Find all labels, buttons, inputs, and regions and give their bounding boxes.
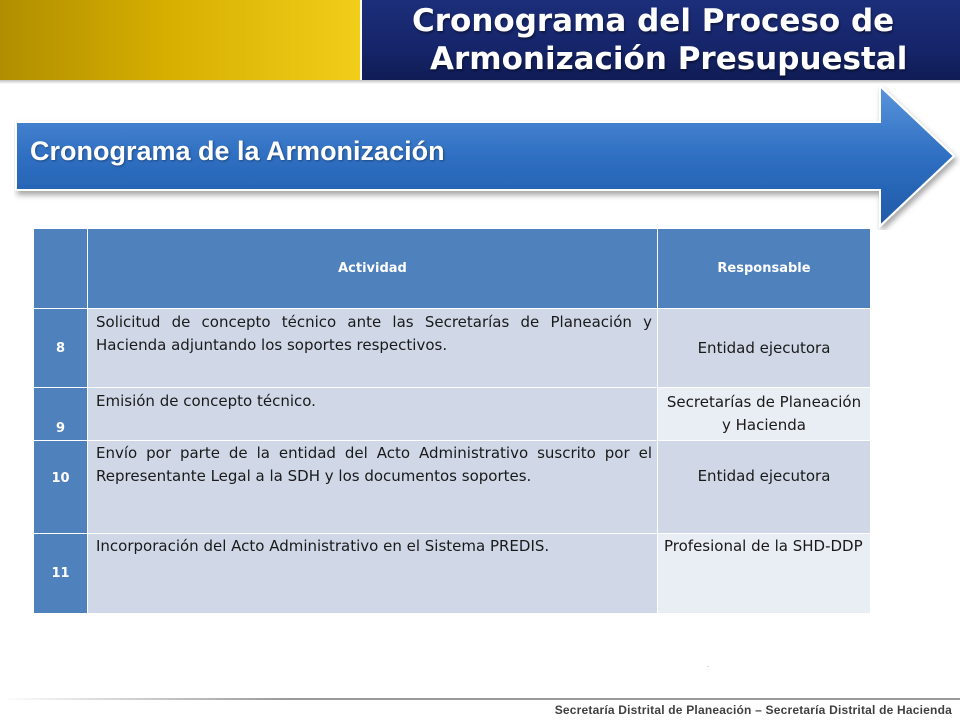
table-row: [34, 388, 871, 441]
page-title: [360, 2, 960, 78]
schedule-table: [33, 228, 871, 614]
row-responsible: Entidad ejecutora: [658, 309, 871, 388]
row-number: 9: [34, 388, 88, 441]
row-activity: Incorporación del Acto Administrativo en el Sistema PREDIS.: [88, 534, 658, 614]
column-header-activity: Actividad: [88, 229, 658, 309]
page-title-line-2: Armonización Presupuestal: [430, 41, 908, 77]
header-gold-band: [0, 0, 365, 80]
table-row: [34, 534, 871, 614]
row-activity: Emisión de concepto técnico.: [88, 388, 658, 441]
row-responsible: Entidad ejecutora: [658, 441, 871, 534]
table-header-row: [34, 229, 871, 309]
column-header-responsible: Responsable: [658, 229, 871, 309]
row-responsible: Secretarías de Planeación y Hacienda: [658, 388, 871, 441]
row-number: 11: [34, 534, 88, 614]
row-number: 10: [34, 441, 88, 534]
row-responsible: Profesional de la SHD-DDP: [658, 534, 871, 614]
table-row: [34, 309, 871, 388]
row-activity: Envío por parte de la entidad del Acto Administrativo suscrito por el Representante Legal a la SDH y los documentos soportes.: [88, 441, 658, 534]
footer-text: Secretaría Distrital de Planeación – Secretaría Distrital de Hacienda: [554, 703, 952, 717]
page-title-line-1: Cronograma del Proceso de: [412, 3, 895, 39]
footer-divider: [0, 698, 960, 700]
table-row: [34, 441, 871, 534]
row-number: 8: [34, 309, 88, 388]
decorative-dot: .: [707, 660, 710, 669]
column-header-number: [34, 229, 88, 309]
row-activity: Solicitud de concepto técnico ante las Secretarías de Planeación y Hacienda adjuntando los soportes respectivos.: [88, 309, 658, 388]
section-heading: Cronograma de la Armonización: [30, 136, 445, 166]
